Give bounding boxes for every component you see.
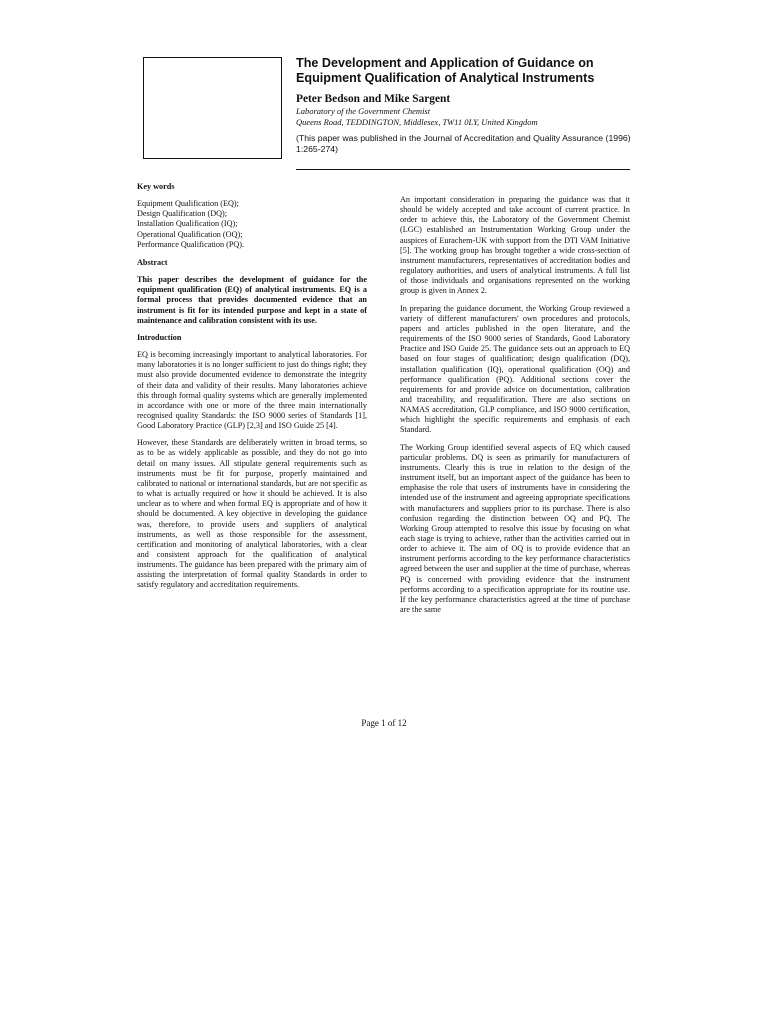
keyword-item: Operational Qualification (OQ); xyxy=(137,229,243,239)
keywords-list xyxy=(137,199,367,250)
page-number: Page 1 of 12 xyxy=(361,718,407,728)
left-column xyxy=(137,182,367,598)
affiliation xyxy=(296,106,641,127)
paper-header xyxy=(296,56,641,154)
title-line-2: Equipment Qualification of Analytical Instruments xyxy=(296,71,595,85)
abstract-heading: Abstract xyxy=(137,257,168,267)
keyword-item: Equipment Qualification (EQ); xyxy=(137,199,239,209)
affiliation-line-2: Queens Road, TEDDINGTON, Middlesex, TW11 0LY, United Kingdom xyxy=(296,116,538,127)
logo-placeholder-box xyxy=(143,57,282,159)
keyword-item: Performance Qualification (PQ). xyxy=(137,239,245,249)
abstract-text: This paper describes the development of guidance for the equipment qualification (EQ) of analytical instruments. EQ is a formal process that provides documented evidence that an instrument is fit for its intended purpose and kept in a state of maintenance and calibration consistent with its use. xyxy=(137,275,367,325)
body-paragraph-3: The Working Group identified several aspects of EQ which caused particular problems. DQ is seen as primarily for manufacturers of instruments. Clearly this is true in relation to the design of the instrument itself, but an important aspect of the guidance has been to emphasise the role that users of instruments have in considering the intended use of the instrument and agreeing appropriate specifications with manufacturers and suppliers prior to its purchase. There is also confusion regarding the distinction between OQ and PQ. The Working Group attempted to resolve this issue by focusing on what each stage is trying to achieve, rather than the activities carried out in order to achieve it. The aim of OQ is to provide evidence that an instrument performs according to the key performance characteristics agreed between the user and supplier at the time of purchase, whereas PQ is concerned with providing evidence that the instrument performs according to a specification appropriate for its routine use. If the key performance characteristics agreed at the time of purchase are the same xyxy=(400,442,630,615)
keywords-heading: Key words xyxy=(137,182,175,191)
authors: Peter Bedson and Mike Sargent xyxy=(296,93,451,105)
affiliation-line-1: Laboratory of the Government Chemist xyxy=(296,106,431,116)
body-paragraph-2: In preparing the guidance document, the Working Group reviewed a variety of different manufacturers' own procedures and protocols, papers and articles published in the open literature, and the requirements of the ISO 9000 series of Standards, Good Laboratory Practice and ISO Guide 25. The guidance sets out an approach to EQ based on four stages of qualification; design qualification (DQ), installation qualification (IQ), operational qualification (OQ) and performance qualification (PQ). Additional sections cover the requirements for and provide advice on documentation, calibration and traceability, and requalification. There are also sections on NAMAS accreditation, GLP compliance, and ISO 9000 certification, which highlight the specific requirements and emphasis of each Standard. xyxy=(400,303,630,435)
publication-note: (This paper was published in the Journal of Accreditation and Quality Assurance (1996) 1:265-274) xyxy=(296,133,631,154)
keyword-item: Installation Qualification (IQ); xyxy=(137,219,238,229)
introduction-paragraph-1: EQ is becoming increasingly important to analytical laboratories. For many laboratories it is no longer sufficient to just do things right; they must also provide documented evidence to demonstrate the integrity of their data and validity of their results. Many laboratories achieve this through formal quality systems which are generally implemented in accordance with one or more of the three main internationally recognised quality Standards: the ISO 9000 series of Standards [1], Good Laboratory Practice (GLP) [2,3] and ISO Guide 25 [4]. xyxy=(137,350,367,431)
right-column xyxy=(400,195,630,622)
title-line-1: The Development and Application of Guidance on xyxy=(296,56,594,70)
header-divider xyxy=(296,169,630,170)
introduction-heading: Introduction xyxy=(137,332,182,342)
paper-title xyxy=(296,56,641,86)
keyword-item: Design Qualification (DQ); xyxy=(137,209,228,219)
body-paragraph-1: An important consideration in preparing the guidance was that it should be widely accepted and take account of current practice. In order to achieve this, the Laboratory of the Government Chemist (LGC) established an Instrumentation Working Group under the auspices of Eurachem-UK with support from the DTI VAM Initiative [5]. The working group has brought together a wide cross-section of instrument manufacturers, representatives of accreditation bodies and regulatory authorities, and users of analytical instruments. A full list of those individuals and organisations represented on the working group is given in Annex 2. xyxy=(400,195,630,296)
introduction-paragraph-2: However, these Standards are deliberately written in broad terms, so as to be as widely applicable as possible, and they do not go into detail on many issues. All stipulate general requirements such as instruments must be fit for purpose, properly maintained and calibrated to national or international standards, but are not specific as to what is actually required or how it should be achieved. It is also unclear as to where and when formal EQ is appropriate and of how it should be documented. A key objective in developing the guidance was, therefore, to provide users and suppliers of analytical instruments, as well as those responsible for the assessment, certification and monitoring of analytical laboratories, with a clear and consistent approach for the qualification of analytical instruments. The guidance has been prepared with the primary aim of assisting the interpretation of formal quality Standards in order to satisfy regulatory and accreditation requirements. xyxy=(137,438,367,590)
